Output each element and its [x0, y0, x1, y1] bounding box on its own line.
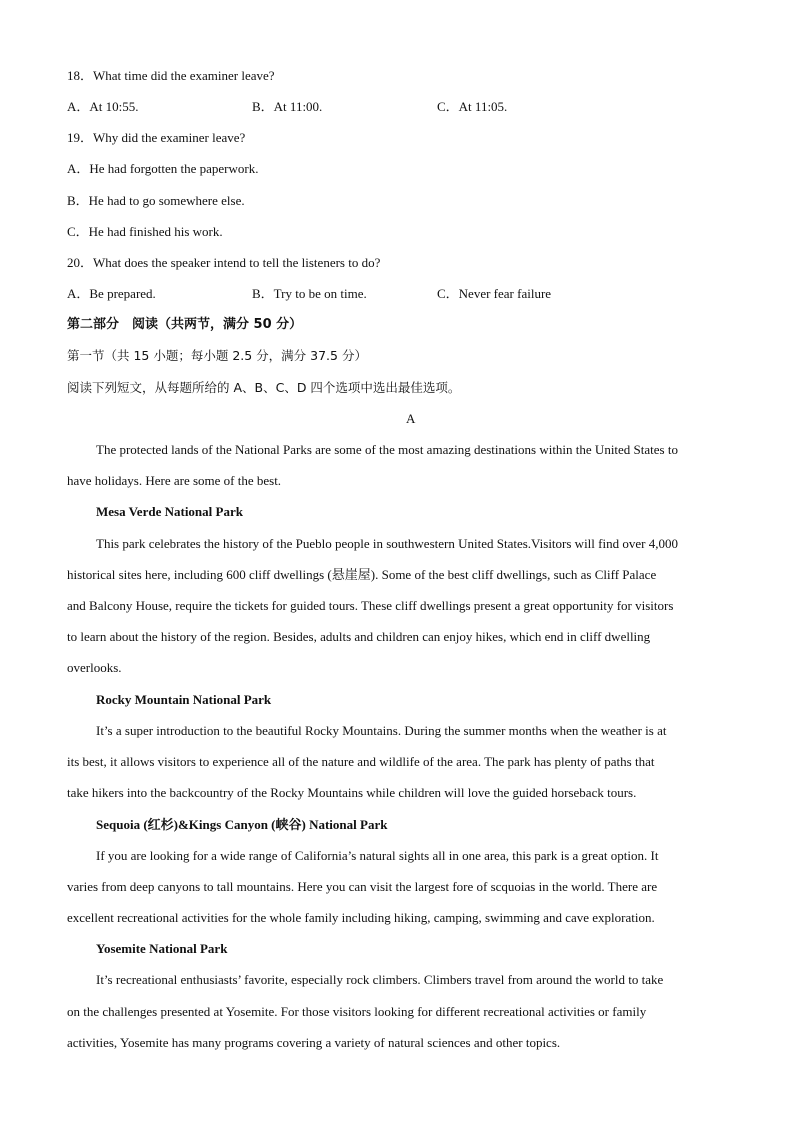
paragraph-line: activities, Yosemite has many programs covering a variety of natural sciences and other topics.: [67, 1035, 561, 1050]
paragraph-line: If you are looking for a wide range of California’s natural sights all in one area, this park is a great option. It: [96, 848, 659, 863]
question-20: 20．What does the speaker intend to tell the listeners to do?: [67, 255, 381, 270]
paragraph-line: This park celebrates the history of the Pueblo people in southwestern United States.Visitors will find over 4,000: [96, 536, 678, 551]
section-title: 第一节（共 15 小题；每小题 2.5 分，满分 37.5 分）: [67, 348, 367, 363]
park-heading-rocky-mountain: Rocky Mountain National Park: [96, 692, 272, 707]
q20-option-b: B．Try to be on time.: [252, 286, 367, 301]
park-heading-yosemite: Yosemite National Park: [96, 941, 228, 956]
paragraph-line: It’s a super introduction to the beautiful Rocky Mountains. During the summer months when the weather is at: [96, 723, 667, 738]
intro-line: have holidays. Here are some of the best.: [67, 473, 282, 488]
q18-option-c: C．At 11:05.: [437, 99, 508, 114]
question-19: 19．Why did the examiner leave?: [67, 130, 246, 145]
q18-option-b: B．At 11:00.: [252, 99, 323, 114]
q19-option-b: B．He had to go somewhere else.: [67, 193, 245, 208]
paragraph-line: historical sites here, including 600 cliff dwellings (悬崖屋). Some of the best cliff dwellings, such as Cliff Palace: [67, 567, 657, 582]
paragraph-line: varies from deep canyons to tall mountains. Here you can visit the largest fore of scquoias in the world. There are: [67, 879, 658, 894]
paragraph-line: overlooks.: [67, 660, 122, 675]
paragraph-line: and Balcony House, require the tickets for guided tours. These cliff dwellings present a great opportunity for visitors: [67, 598, 674, 613]
part-title: 第二部分 阅读（共两节，满分 50 分）: [67, 317, 303, 332]
paragraph-line: take hikers into the backcountry of the Rocky Mountains while children will love the guided horseback tours.: [67, 785, 637, 800]
q20-option-c: C．Never fear failure: [437, 286, 552, 301]
q19-option-c: C．He had finished his work.: [67, 224, 223, 239]
paragraph-line: excellent recreational activities for the whole family including hiking, camping, swimming and cave exploration.: [67, 910, 655, 925]
paragraph-line: to learn about the history of the region. Besides, adults and children can enjoy hikes, which end in cliff dwelling: [67, 629, 651, 644]
question-18: 18．What time did the examiner leave?: [67, 68, 275, 83]
park-heading-sequoia-kings-canyon: Sequoia (红杉)&Kings Canyon (峡谷) National Park: [96, 817, 388, 832]
q20-option-a: A．Be prepared.: [67, 286, 156, 301]
q19-option-a: A．He had forgotten the paperwork.: [67, 161, 259, 176]
section-instruction: 阅读下列短文，从每题所给的 A、B、C、D 四个选项中选出最佳选项。: [67, 380, 461, 395]
paragraph-line: It’s recreational enthusiasts’ favorite, especially rock climbers. Climbers travel from around the world to take: [96, 972, 664, 987]
park-heading-mesa-verde: Mesa Verde National Park: [96, 504, 243, 519]
paragraph-line: its best, it allows visitors to experience all of the nature and wildlife of the area. The park has plenty of paths that: [67, 754, 655, 769]
q18-option-a: A．At 10:55.: [67, 99, 139, 114]
paragraph-line: on the challenges presented at Yosemite. For those visitors looking for different recreational activities or family: [67, 1004, 647, 1019]
passage-letter: A: [406, 411, 416, 426]
intro-line: The protected lands of the National Parks are some of the most amazing destinations within the United States to: [96, 442, 678, 457]
